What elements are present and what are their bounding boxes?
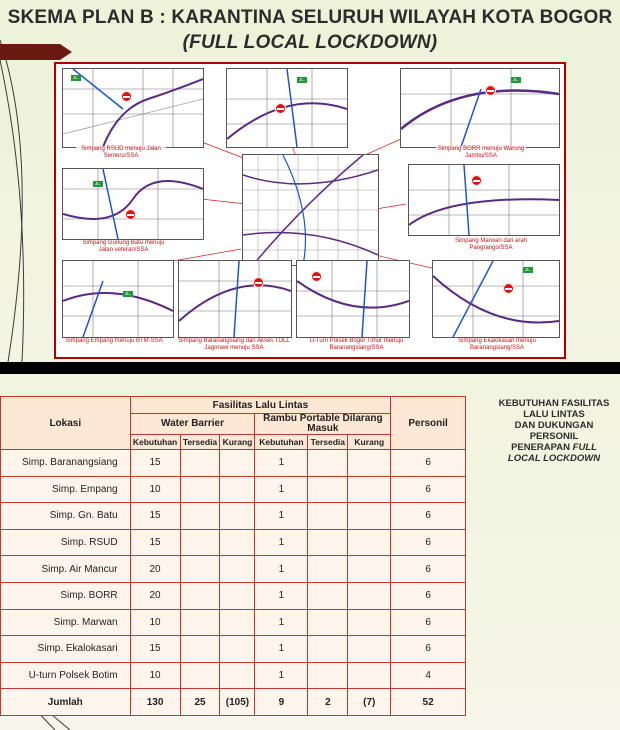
row-wb-tersedia [180,582,220,609]
row-wb-kurang [220,636,255,663]
total-rb-tersedia: 2 [308,689,348,716]
slide-map-scheme [0,0,620,362]
total-wb-tersedia: 25 [180,689,220,716]
row-rb-tersedia [308,503,348,530]
table-row [1,556,466,583]
caption-polsek-botim: U-Turn Polsek Bogor Timur menuju Baranangsiang/SSA [304,338,409,352]
row-rb-tersedia [308,582,348,609]
row-wb-tersedia [180,662,220,689]
city-road-network [243,155,378,265]
total-personil: 52 [391,689,466,716]
row-rb-kurang [348,609,391,636]
slide-subtitle: (FULL LOCAL LOCKDOWN) [182,32,438,53]
row-rb-kurang [348,582,391,609]
no-entry-sign-icon [121,91,132,102]
row-personil: 6 [391,503,466,530]
caption-borr: Simpang BORR menuju Warung Jambu/SSA [437,146,525,159]
note-line-5-text: PENERAPAN [511,442,571,453]
row-rb-tersedia [308,450,348,477]
row-wb-kurang [220,662,255,689]
row-rb-kebutuhan: 1 [255,582,308,609]
map-panel-city-overview [242,154,379,266]
street-label-icon: JL. [299,77,306,82]
map-roads [63,261,173,337]
header-water-barrier: Water Barrier [130,414,255,435]
note-line-4: PERSONIL [529,431,579,442]
row-lokasi: U-turn Polsek Botim [1,662,131,689]
map-panel-baranangsiang [178,260,292,338]
caption-empang: Simpang Empang menuju BTM-SSA [65,338,163,344]
subheader-rb-kebutuhan: Kebutuhan [255,435,308,450]
row-rb-kurang [348,636,391,663]
row-lokasi: Simp. RSUD [1,529,131,556]
row-rb-kurang [348,529,391,556]
header-lokasi: Lokasi [1,397,131,450]
no-entry-sign-icon [485,85,496,96]
row-wb-kebutuhan: 10 [130,476,180,503]
row-wb-tersedia [180,609,220,636]
row-lokasi: Simp. Baranangsiang [1,450,131,477]
map-panel-marwan [408,164,560,236]
row-rb-kebutuhan: 1 [255,476,308,503]
total-rb-kebutuhan: 9 [255,689,308,716]
row-lokasi: Simp. Marwan [1,609,131,636]
requirements-note [490,398,618,464]
row-wb-kurang [220,556,255,583]
total-wb-kurang: (105) [220,689,255,716]
row-personil: 6 [391,582,466,609]
row-wb-kebutuhan: 15 [130,636,180,663]
row-wb-kurang [220,503,255,530]
map-roads [227,69,347,147]
note-line-5 [490,442,618,453]
row-rb-kebutuhan: 1 [255,609,308,636]
row-lokasi: Simp. Gn. Batu [1,503,131,530]
no-entry-sign-icon [275,103,286,114]
table-row [1,529,466,556]
table-row [1,582,466,609]
total-rb-kurang: (7) [348,689,391,716]
row-personil: 4 [391,662,466,689]
row-lokasi: Simp. Empang [1,476,131,503]
note-line-6: LOCAL LOCKDOWN [507,453,601,464]
row-personil: 6 [391,556,466,583]
row-wb-tersedia [180,503,220,530]
street-label-icon: JL. [95,181,102,186]
facility-requirements-table [0,396,466,716]
subheader-wb-kebutuhan: Kebutuhan [130,435,180,450]
total-label: Jumlah [1,689,131,716]
map-roads [433,261,559,337]
row-rb-kurang [348,556,391,583]
map-roads [401,69,559,147]
row-rb-kurang [348,503,391,530]
caption-ekalokasari: Simpang Ekalokasari menuju Baranangsiang/SSA [442,338,552,352]
row-rb-kurang [348,450,391,477]
note-line-5-italic: FULL [572,442,597,453]
subheader-rb-tersedia: Tersedia [308,435,348,450]
header-fasilitas: Fasilitas Lalu Lintas [130,397,391,414]
table-row [1,662,466,689]
row-wb-kebutuhan: 15 [130,503,180,530]
row-wb-kurang [220,529,255,556]
no-entry-sign-icon [311,271,322,282]
caption-marwan: Simpang Marwan dari arah Pangrango/SSA [446,238,536,252]
row-rb-kebutuhan: 1 [255,636,308,663]
map-panel-gunung-batu [62,168,204,240]
table-row [1,476,466,503]
row-rb-kebutuhan: 1 [255,503,308,530]
street-label-icon: JL. [73,75,80,80]
map-roads [409,165,559,235]
row-lokasi: Simp. BORR [1,582,131,609]
caption-rsud: Simpang RSUD menuju Jalan Semeru/SSA [76,146,166,160]
subheader-wb-tersedia: Tersedia [180,435,220,450]
map-panel-rsud [62,68,204,148]
no-entry-sign-icon [471,175,482,186]
row-personil: 6 [391,450,466,477]
row-wb-kebutuhan: 20 [130,582,180,609]
note-line-3: DAN DUKUNGAN [514,420,594,431]
row-rb-tersedia [308,529,348,556]
map-panel-borr [400,68,560,148]
row-wb-kebutuhan: 10 [130,662,180,689]
row-lokasi: Simp. Air Mancur [1,556,131,583]
subheader-wb-kurang: Kurang [220,435,255,450]
table-total-row [1,689,466,716]
total-wb-kebutuhan: 130 [130,689,180,716]
map-roads [63,169,203,239]
header-rambu: Rambu Portable Dilarang Masuk [255,414,391,435]
map-panel-air-mancur [226,68,348,148]
row-rb-tersedia [308,556,348,583]
row-wb-kebutuhan: 10 [130,609,180,636]
street-label-icon: JL. [513,77,520,82]
row-rb-kurang [348,662,391,689]
row-wb-kurang [220,450,255,477]
slide-divider [0,362,620,374]
note-line-1: KEBUTUHAN FASILITAS [498,398,610,409]
row-wb-tersedia [180,476,220,503]
header-personil: Personil [391,397,466,450]
subheader-rb-kurang: Kurang [348,435,391,450]
row-wb-kurang [220,582,255,609]
row-wb-tersedia [180,450,220,477]
row-wb-kebutuhan: 15 [130,450,180,477]
row-personil: 6 [391,529,466,556]
row-wb-kebutuhan: 20 [130,556,180,583]
row-wb-tersedia [180,529,220,556]
street-label-icon: JL. [525,267,532,272]
row-rb-kebutuhan: 1 [255,450,308,477]
row-rb-tersedia [308,636,348,663]
row-personil: 6 [391,609,466,636]
row-wb-kurang [220,609,255,636]
row-rb-kebutuhan: 1 [255,529,308,556]
row-wb-tersedia [180,636,220,663]
no-entry-sign-icon [253,277,264,288]
slide-title: SKEMA PLAN B : KARANTINA SELURUH WILAYAH KOTA BOGOR [7,7,613,28]
table-row [1,636,466,663]
row-rb-tersedia [308,476,348,503]
row-wb-kebutuhan: 15 [130,529,180,556]
table-row [1,503,466,530]
row-rb-tersedia [308,609,348,636]
map-roads [63,69,203,147]
no-entry-sign-icon [125,209,136,220]
row-rb-kebutuhan: 1 [255,556,308,583]
row-rb-kurang [348,476,391,503]
row-personil: 6 [391,636,466,663]
table-row [1,450,466,477]
no-entry-sign-icon [503,283,514,294]
slide-requirements-table [0,374,620,730]
street-label-icon: JL. [125,291,132,296]
caption-gunung-batu: Simpang Gunung Batu menuju Jalan veteran/SSA [76,240,171,254]
note-line-2: LALU LINTAS [523,409,585,420]
row-lokasi: Simp. Ekalokasari [1,636,131,663]
table-row [1,609,466,636]
row-wb-tersedia [180,556,220,583]
row-rb-tersedia [308,662,348,689]
row-rb-kebutuhan: 1 [255,662,308,689]
row-personil: 6 [391,476,466,503]
row-wb-kurang [220,476,255,503]
caption-baranangsiang: Simpang Baranangsiang dari Akses TOLL Jagorawi menuju SSA [178,338,290,351]
map-panel-polsek-botim [296,260,410,338]
map-panel-ekalokasari [432,260,560,338]
map-panel-empang [62,260,174,338]
map-roads [179,261,291,337]
map-collage [54,62,566,359]
